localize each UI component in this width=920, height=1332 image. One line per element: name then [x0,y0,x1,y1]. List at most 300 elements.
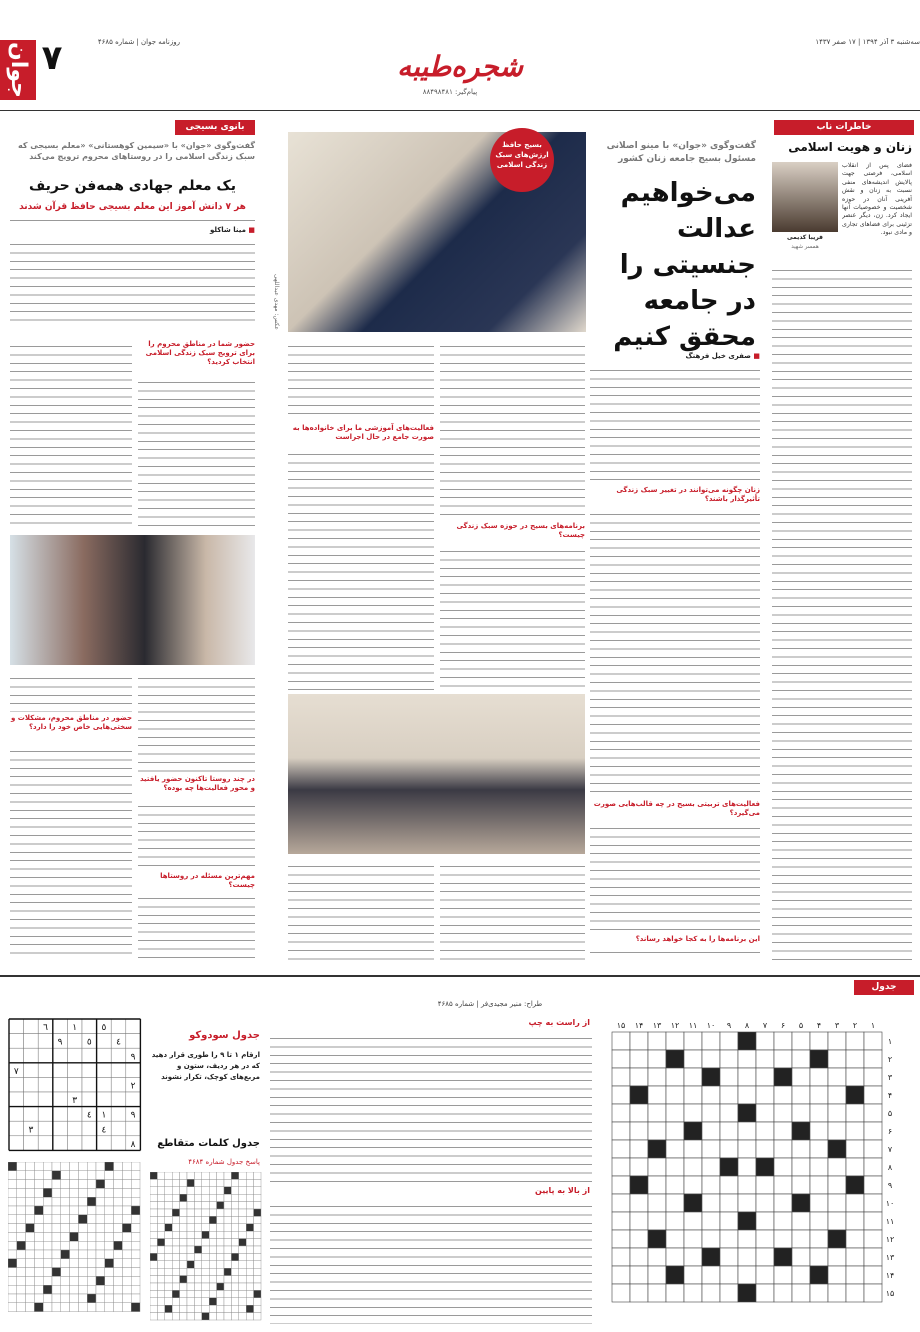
row-number: ۱۱ [885,1217,895,1226]
answer-cell [114,1180,123,1189]
crossword-cell [738,1140,756,1158]
answer-cell [122,1285,131,1294]
crossword-cell [756,1266,774,1284]
crossword-cell [792,1248,810,1266]
answer-cell [172,1246,179,1253]
answer-cell [26,1197,35,1206]
answer-cell [78,1215,87,1224]
row-number: ۹ [887,1181,893,1190]
left-q2: در چند روستا تاکنون حضور یافتید و محور فعالیت‌ها چه بوده؟ [139,775,255,792]
answer-cell [114,1259,123,1268]
crossword-cell [612,1284,630,1302]
answer-cell [8,1250,17,1259]
answer-cell [231,1283,238,1290]
answer-cell [246,1187,253,1194]
answer-cell [157,1194,164,1201]
answer-cell [131,1276,140,1285]
answer-cell [105,1232,114,1241]
answer-cell [43,1276,52,1285]
designer: طراح: منیر مجیدی‌فر [480,1000,543,1008]
left-col1-text-b [138,672,255,772]
crossword-cell [792,1158,810,1176]
column-number: ۱۰ [706,1021,716,1030]
crossword-grid[interactable] [600,1018,900,1323]
answer-cell [187,1283,194,1290]
answer-cell [78,1276,87,1285]
answer-cell [194,1305,201,1312]
answer-cell [150,1313,157,1320]
answer-cell [43,1197,52,1206]
crossword-cell [846,1230,864,1248]
sudoku-cell [67,1077,82,1092]
crossword-cell [612,1050,630,1068]
crossword-cell [612,1122,630,1140]
answer-cell [70,1197,79,1206]
answer-cell [87,1268,96,1277]
crossword-cell [756,1230,774,1248]
crossword-cell [702,1050,720,1068]
answer-cell [187,1172,194,1179]
page-number: ۷ [41,38,63,78]
answer-cell [246,1253,253,1260]
crossword-cell [810,1086,828,1104]
crossword-cell [612,1032,630,1050]
answer-cell [61,1276,70,1285]
sudoku-given: ٣ [72,1096,78,1107]
sudoku-cell [53,1092,68,1107]
sudoku-cell [111,1019,126,1034]
crossword-cell [720,1068,738,1086]
answer-cell [239,1253,246,1260]
answer-cell [17,1232,26,1241]
answer-cell [172,1209,179,1216]
answer-cell [105,1162,114,1171]
main-col2-text-c [440,860,585,960]
answer-cell [239,1290,246,1297]
main-col3-text-c [288,860,434,960]
answer-cell [78,1268,87,1277]
answer-cell [254,1283,261,1290]
answer-cell [239,1216,246,1223]
answer-cell [34,1197,43,1206]
badge-circle: بسیج حافظ ارزش‌های سبک زندگی اسلامی [490,128,554,192]
answer-cell [231,1224,238,1231]
answer-cell [246,1305,253,1312]
answer-cell [105,1197,114,1206]
answer-cell [8,1303,17,1312]
crossword-cell [828,1104,846,1122]
crossword-cell [810,1158,828,1176]
answer-cell [180,1179,187,1186]
answer-cell [43,1250,52,1259]
answer-cell [34,1294,43,1303]
answer-cell [122,1259,131,1268]
crossword-cell [702,1248,720,1266]
answer-cell [150,1261,157,1268]
answer-cell [224,1253,231,1260]
sudoku-cell [97,1034,112,1049]
answer-cell [150,1231,157,1238]
sudoku-cell [111,1136,126,1151]
answer-cell [165,1246,172,1253]
answer-cell [34,1259,43,1268]
answer-cell [180,1283,187,1290]
sudoku-given: ٤ [116,1037,121,1048]
answer-cell [70,1259,79,1268]
crossword-cell [612,1212,630,1230]
crossword-cell [792,1086,810,1104]
answer-cell [157,1276,164,1283]
answer-cell [122,1197,131,1206]
sudoku-cell [82,1048,97,1063]
answer-cell [231,1298,238,1305]
crossword-cell [612,1248,630,1266]
crossword-cell [828,1212,846,1230]
photo-credit: عکس: مهدی عبداللهی [273,274,280,330]
answer-cell [209,1216,216,1223]
crossword-cell [702,1266,720,1284]
answer-cell [96,1303,105,1312]
sudoku-cell [67,1034,82,1049]
sudoku-cell [9,1034,24,1049]
answer-cell [17,1206,26,1215]
main-headline: می‌خواهیم عدالت جنسیتی را در جامعه محقق کنیم [613,178,756,352]
answer-cell [254,1209,261,1216]
sudoku-given: ٤ [101,1125,107,1136]
crossword-cell [720,1158,738,1176]
crossword-cell [720,1266,738,1284]
answer-cell [202,1172,209,1179]
crossword-cell [684,1068,702,1086]
answer-cell [43,1259,52,1268]
sudoku-cell [9,1121,24,1136]
answer-cell [96,1250,105,1259]
crossword-cell [630,1104,648,1122]
row-number: ۱۵ [885,1289,895,1298]
crossword-cell [684,1212,702,1230]
answer-cell [209,1298,216,1305]
answer-cell [34,1215,43,1224]
sudoku-cell [67,1136,82,1151]
answer-cell [165,1216,172,1223]
answer-cell [187,1179,194,1186]
answer-cell [96,1268,105,1277]
crossword-cell [648,1158,666,1176]
crossword-cell [684,1050,702,1068]
answer-cell [78,1232,87,1241]
answer-cell [26,1162,35,1171]
crossword-cell [666,1230,684,1248]
crossword-cell [630,1284,648,1302]
answer-cell [157,1224,164,1231]
crossword-cell [846,1086,864,1104]
crossword-cell [630,1158,648,1176]
column-number: ۷ [762,1021,768,1030]
answer-cell [87,1303,96,1312]
answer-cell [231,1246,238,1253]
answer-cell [187,1298,194,1305]
answer-cell [165,1194,172,1201]
answer-cell [78,1285,87,1294]
answer-cell [165,1209,172,1216]
answer-cell [70,1294,79,1303]
answer-cell [34,1250,43,1259]
crossword-cell [648,1212,666,1230]
answer-cell [202,1194,209,1201]
sudoku-cell [67,1121,82,1136]
answer-cell [202,1290,209,1297]
answer-cell [224,1179,231,1186]
answer-cell [131,1215,140,1224]
answer-cell [254,1172,261,1179]
answer-cell [180,1305,187,1312]
answer-cell [254,1298,261,1305]
crossword-cell [792,1266,810,1284]
answer-cell [26,1215,35,1224]
answer-cell [131,1259,140,1268]
crossword-cell [738,1230,756,1248]
answer-cell [187,1268,194,1275]
crossword-cell [630,1176,648,1194]
answer-cell [239,1224,246,1231]
crossword-cell [702,1158,720,1176]
crossword-cell [666,1122,684,1140]
answer-cell [202,1239,209,1246]
answer-cell [194,1172,201,1179]
answer-cell [180,1172,187,1179]
answer-cell [187,1224,194,1231]
crossword-cell [774,1266,792,1284]
crossword-cell [630,1230,648,1248]
answer-cell [87,1188,96,1197]
answer-cell [26,1276,35,1285]
crossword-cell [666,1068,684,1086]
answer-cell [105,1250,114,1259]
sudoku-svg [8,1018,143,1153]
left-kicker: گفت‌وگوی «جوان» با «سیمین کوهستانی» «معلم بسیجی که سبک زندگی اسلامی را در روستاهای محروم ترویج می‌کند [17,141,255,161]
answer-cell [26,1250,35,1259]
answer-cell [78,1303,87,1312]
crossword-cell [720,1104,738,1122]
crossword-cell [846,1266,864,1284]
crossword-cell [774,1086,792,1104]
sudoku-cell [67,1063,82,1078]
answer-cell [43,1162,52,1171]
crossword-cell [612,1194,630,1212]
answer-cell [202,1261,209,1268]
answer-cell [239,1313,246,1320]
answer-cell [105,1188,114,1197]
answer-cell [17,1259,26,1268]
sudoku-cell [24,1019,39,1034]
crossword-cell [684,1194,702,1212]
sudoku-given: ٩ [57,1037,63,1048]
crossword-cell [720,1284,738,1302]
answer-cell [8,1294,17,1303]
answer-cell [150,1276,157,1283]
sudoku-cell [97,1092,112,1107]
answer-cell [157,1261,164,1268]
crossword-cell [648,1248,666,1266]
answer-cell [131,1303,140,1312]
main-author-name: صفری خیل فرهنگ [685,352,751,360]
answer-cell [180,1202,187,1209]
answer-cell [87,1294,96,1303]
sudoku-cell [126,1092,141,1107]
answer-cell [165,1239,172,1246]
answer-cell [52,1285,61,1294]
answer-cell [43,1294,52,1303]
masthead [0,0,920,98]
author-role: همسر شهید [791,244,819,250]
answer-cell [202,1231,209,1238]
answer-cell [26,1259,35,1268]
crossword-cell [738,1212,756,1230]
answer-cell [122,1268,131,1277]
crossword-cell [810,1122,828,1140]
crossword-cell [702,1140,720,1158]
answer-cell [209,1283,216,1290]
answer-cell [231,1172,238,1179]
answer-cell [224,1202,231,1209]
answer-cell [61,1180,70,1189]
sudoku-cell [82,1077,97,1092]
main-kicker: گفت‌وگوی «جوان» با مینو اصلانی مسئول بسیج جامعه زنان کشور [606,141,756,164]
answer-cell [8,1232,17,1241]
answer-cell [34,1303,43,1312]
crossword-cell [828,1122,846,1140]
answer-cell [150,1216,157,1223]
down-clues [270,1200,592,1324]
answer-cell [172,1298,179,1305]
crossword-cell [774,1194,792,1212]
column-number: ۱ [870,1021,876,1030]
answer-cell [172,1179,179,1186]
answer-cell [254,1224,261,1231]
answer-cell [96,1206,105,1215]
answer-cell [150,1172,157,1179]
crossword-cell [666,1194,684,1212]
across-clues [270,1032,592,1182]
crossword-cell [648,1086,666,1104]
crossword-cell [612,1068,630,1086]
answer-cell [96,1197,105,1206]
answer-cell [194,1209,201,1216]
answer-cell [217,1209,224,1216]
answer-cell [150,1253,157,1260]
answer-cell [96,1232,105,1241]
crossword-cell [738,1194,756,1212]
answer-svg [150,1172,265,1322]
puzzle-band [0,975,920,989]
answer-cell [122,1162,131,1171]
crossword-cell [666,1266,684,1284]
answer-cell [157,1239,164,1246]
answer-cell [43,1180,52,1189]
crossword-cell [738,1176,756,1194]
answer-cell [209,1202,216,1209]
answer-cell [194,1290,201,1297]
crossword-cell [756,1104,774,1122]
answer-cell [224,1313,231,1320]
crossword-cell [630,1032,648,1050]
crossword-cell [828,1140,846,1158]
sudoku-given: ٧ [13,1066,19,1077]
answer-cell [78,1180,87,1189]
classroom-photo [288,694,585,854]
crossword-cell [864,1284,882,1302]
answer-cell [34,1171,43,1180]
answer-cell [150,1194,157,1201]
row-number: ۱۲ [885,1235,895,1244]
answer-cell [70,1285,79,1294]
crossword-cell [738,1158,756,1176]
crossword-cell [612,1158,630,1176]
left-col2-text [10,340,132,526]
answer-cell [34,1268,43,1277]
answer-cell [122,1215,131,1224]
answer-cell [165,1305,172,1312]
sudoku-cell [38,1077,53,1092]
answer-cell [194,1253,201,1260]
answer-cell [224,1298,231,1305]
answer-cell [180,1298,187,1305]
crossword-cell [648,1194,666,1212]
crossword-cell [666,1086,684,1104]
crossword-cell [864,1068,882,1086]
sudoku-grid[interactable] [8,1018,143,1153]
answer-cell [194,1276,201,1283]
crossword-cell [684,1104,702,1122]
answer-cell [180,1261,187,1268]
crossword-cell [666,1248,684,1266]
main-col2-text-b [440,545,585,690]
answer-cell [209,1172,216,1179]
left-q4: مهم‌ترین مسئله در روستاها چیست؟ [160,872,255,889]
answer-cell [114,1215,123,1224]
crossword-cell [864,1050,882,1068]
left-col1-text [138,376,255,526]
answer-cell [61,1250,70,1259]
answer-cell [122,1224,131,1233]
answer-cell [217,1298,224,1305]
answer-cell [70,1268,79,1277]
answer-cell [202,1246,209,1253]
crossword-cell [612,1086,630,1104]
column-number: ۲ [852,1021,858,1030]
answer-cell [122,1188,131,1197]
answer-cell [43,1241,52,1250]
answer-cell [114,1268,123,1277]
answer-cell [157,1216,164,1223]
answer-cell [246,1202,253,1209]
crossword-cell [738,1068,756,1086]
answer-cell [26,1188,35,1197]
answer-cell [105,1215,114,1224]
row-number: ۳ [887,1073,893,1082]
answer-cell [217,1261,224,1268]
answer-cell [26,1303,35,1312]
left-q1: حضور شما در مناطق محروم را برای ترویج سبک زندگی اسلامی انتخاب کردید؟ [145,340,255,366]
brand-sub: پیام‌گیر: ۸۸۴۹۸۴۸۱ [422,88,478,96]
answer-cell [254,1261,261,1268]
answer-cell [172,1172,179,1179]
crossword-cell [738,1032,756,1050]
answer-title: پاسخ جدول شماره ۴۶۸۴ [188,1158,260,1166]
answer-cell [172,1194,179,1201]
answer-cell [105,1241,114,1250]
answer-cell [8,1215,17,1224]
